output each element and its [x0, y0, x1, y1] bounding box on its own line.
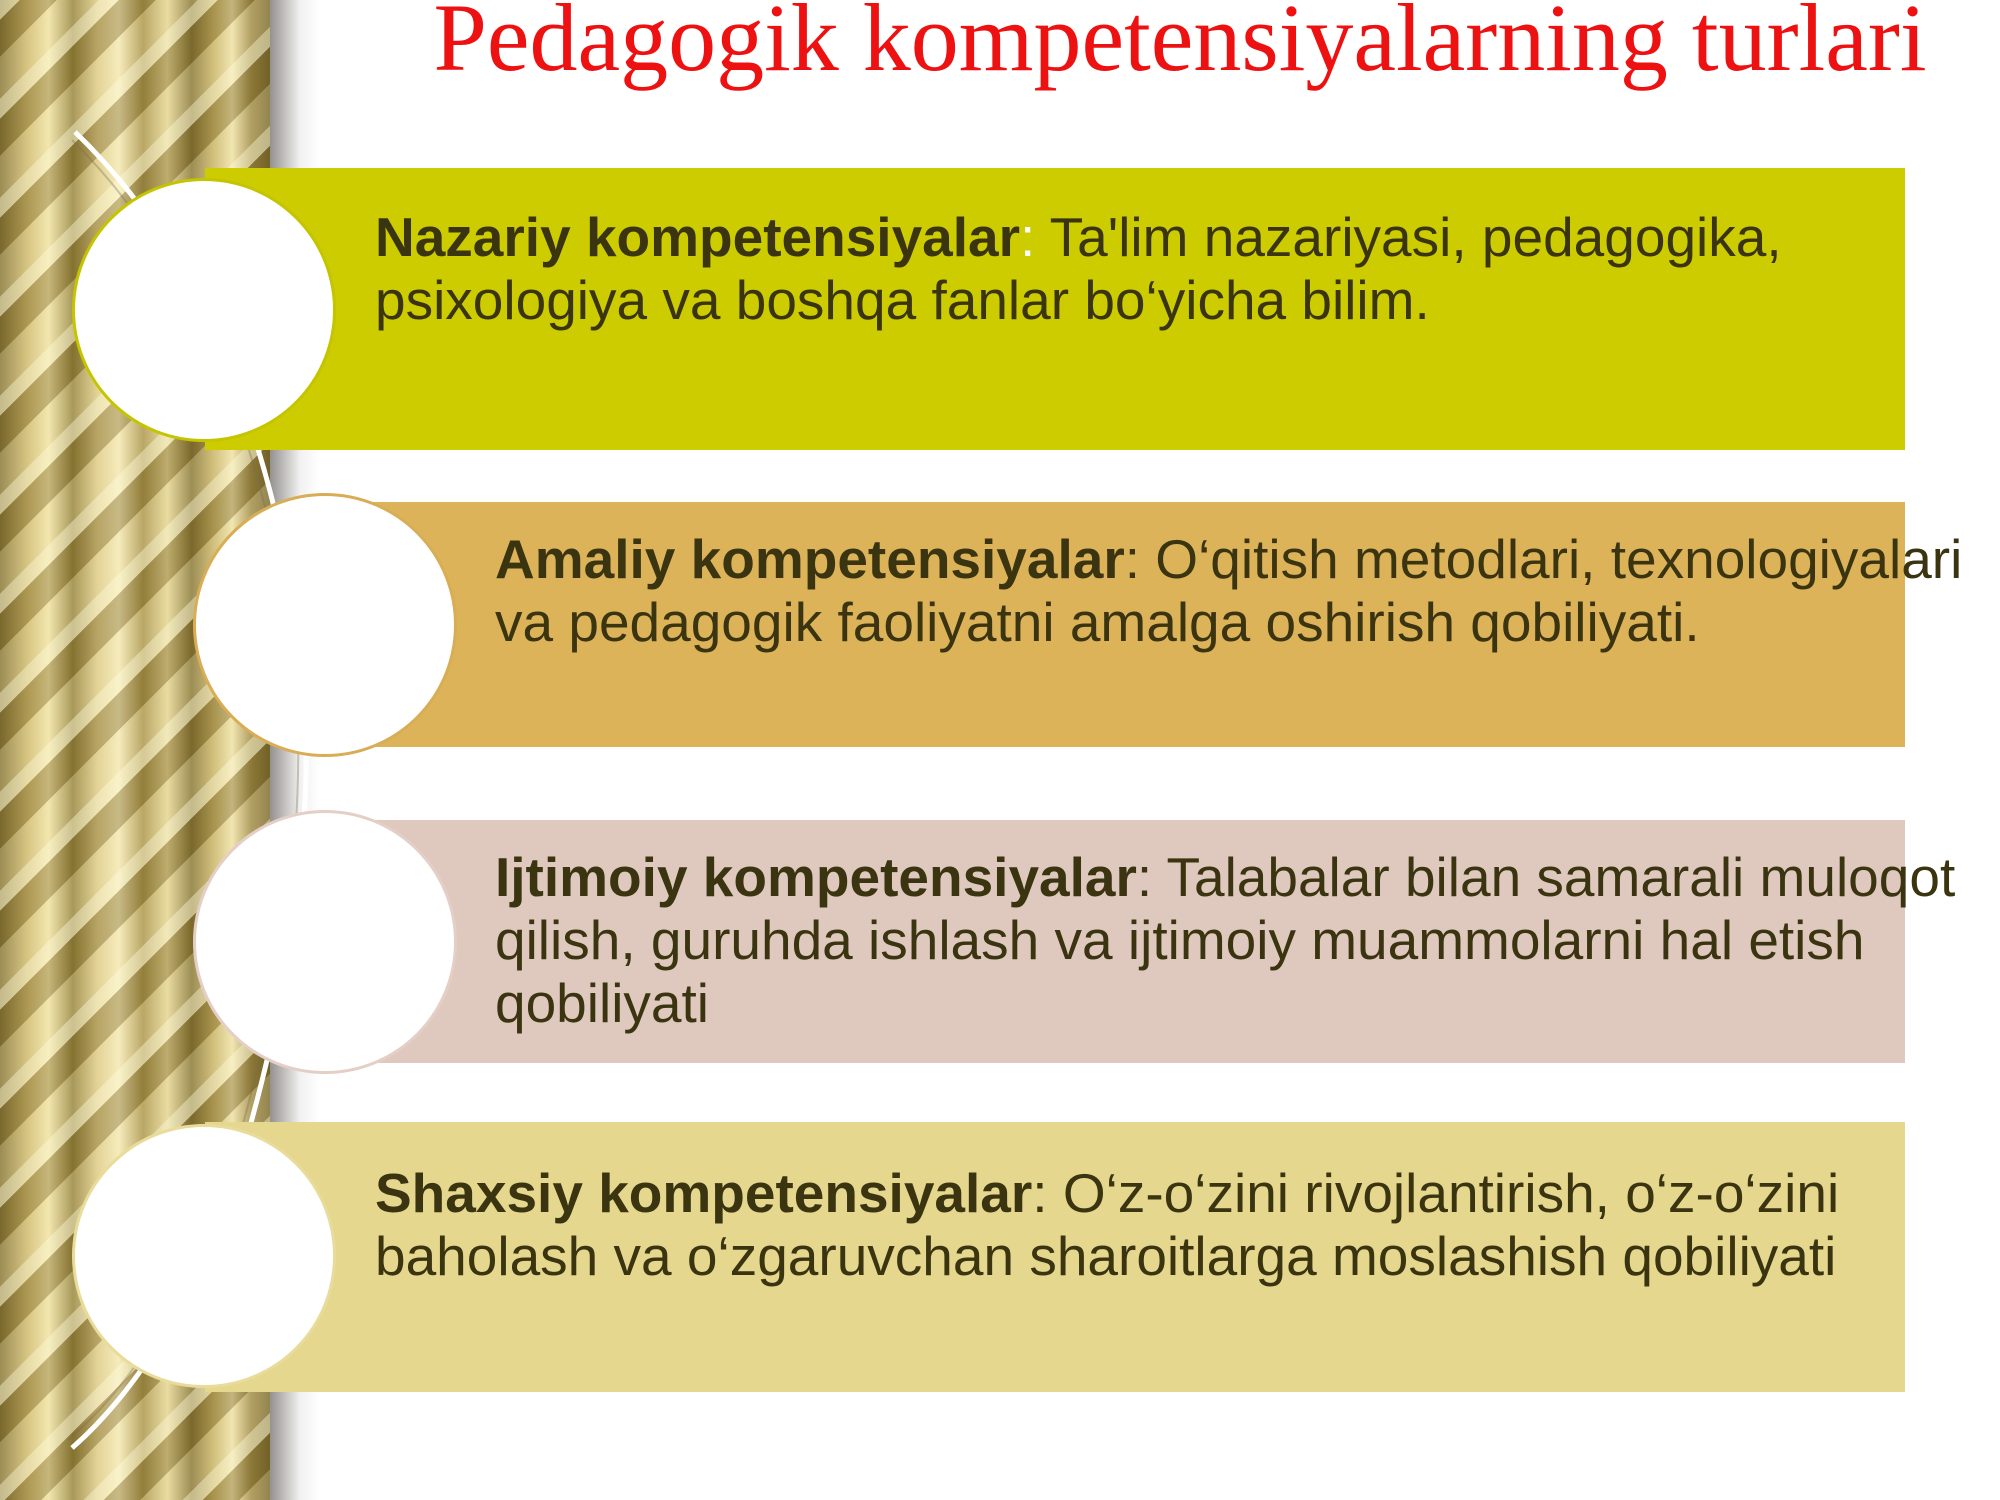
competency-description: O‘qitish metodlari, texnologiyalari va pedagogik faoliyatni amalga oshirish qobiliyati. [495, 528, 1963, 653]
band-text [375, 206, 1975, 332]
term-separator: : [1124, 528, 1141, 590]
competency-band-personal [205, 1122, 1905, 1392]
competency-band-social [325, 820, 1956, 1063]
band-circle-1 [72, 178, 336, 442]
competency-band-practical [325, 502, 1963, 747]
competency-description: O‘z-o‘zini rivojlantirish, o‘z-o‘zini baholash va o‘zgaruvchan sharoitlarga moslashish qobiliyati [375, 1162, 1840, 1287]
band-circle-2 [193, 493, 457, 757]
competency-term: Amaliy kompetensiyalar [495, 528, 1125, 590]
term-separator: : [1032, 1162, 1048, 1224]
term-separator: : [1136, 846, 1153, 908]
competency-description: Ta'lim nazariyasi, pedagogika, psixologiya va boshqa fanlar bo‘yicha bilim. [375, 206, 1782, 331]
competency-term: Ijtimoiy kompetensiyalar [495, 846, 1137, 908]
band-circle-4 [72, 1124, 336, 1388]
band-text [495, 846, 1995, 1035]
competency-band-theoretical [205, 168, 1905, 450]
competency-term: Shaxsiy kompetensiyalar [375, 1162, 1033, 1224]
term-separator: : [1020, 206, 1036, 268]
competency-term: Nazariy kompetensiyalar [375, 206, 1021, 268]
band-text [495, 528, 1995, 654]
slide-title: Pedagogik kompetensiyalarning turlari [433, 0, 1927, 91]
competency-description: Talabalar bilan samarali muloqot qilish, guruhda ishlash va ijtimoiy muammolarni hal etish qobiliyati [495, 846, 1956, 1034]
band-circle-3 [193, 810, 457, 1074]
band-text [375, 1162, 1935, 1288]
